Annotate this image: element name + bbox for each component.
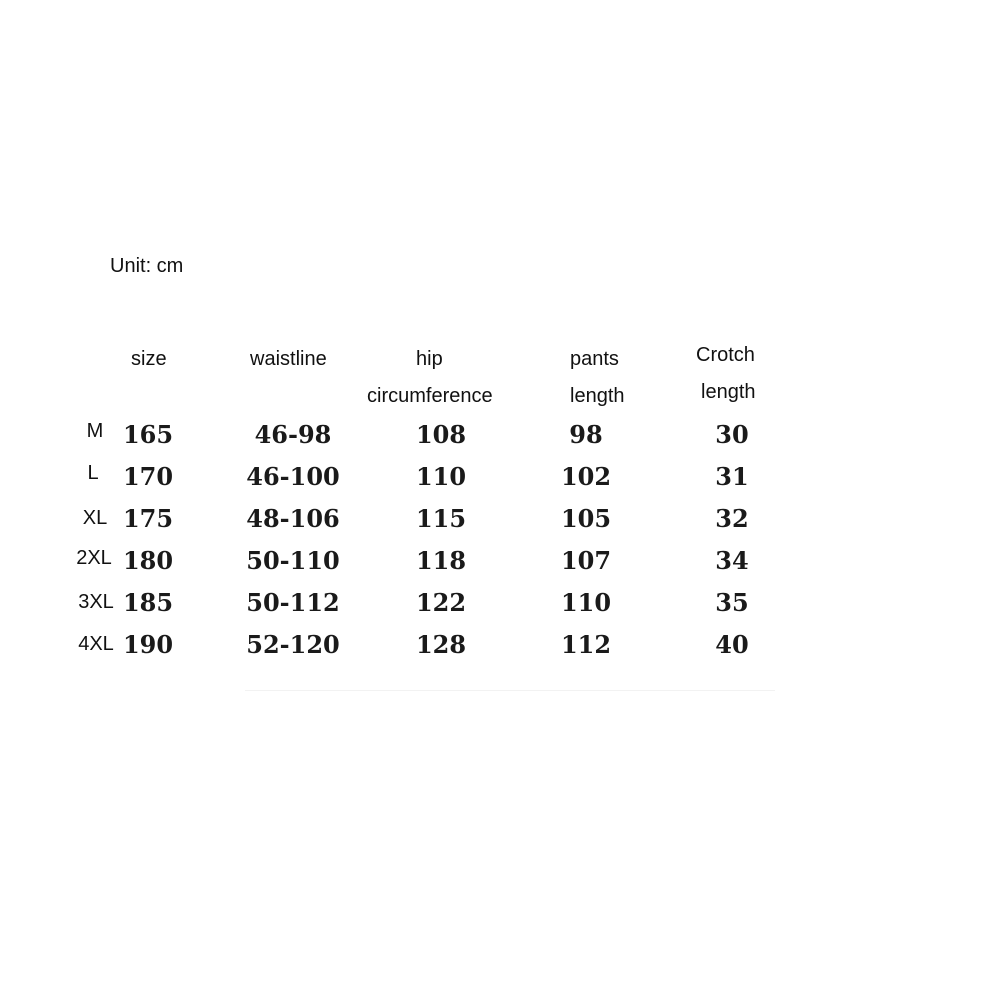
cell-hip: 110 <box>415 462 467 491</box>
header-size-line-1: size <box>131 348 167 370</box>
cell-pants: 112 <box>560 630 612 659</box>
cell-crotch: 40 <box>715 630 749 659</box>
cell-crotch: 32 <box>715 504 749 533</box>
row-size-label: 3XL <box>78 591 114 613</box>
cell-crotch: 30 <box>715 420 749 449</box>
cell-crotch: 34 <box>715 546 749 575</box>
header-hip-circumference <box>367 341 493 415</box>
header-pants-length <box>570 341 625 415</box>
cell-hip: 118 <box>415 546 467 575</box>
header-crotch-line-2: length <box>701 381 756 403</box>
cell-size: 190 <box>122 630 174 659</box>
header-pants-line-2: length <box>570 385 625 407</box>
cell-pants: 105 <box>560 504 612 533</box>
unit-label: Unit: cm <box>110 255 184 277</box>
row-size-label: XL <box>82 507 108 529</box>
header-hip-line-1: hip <box>416 348 443 370</box>
header-crotch-length <box>696 337 756 411</box>
header-size <box>131 341 167 378</box>
cell-crotch: 31 <box>715 462 749 491</box>
cell-pants: 102 <box>560 462 612 491</box>
cell-waistline: 50-110 <box>246 546 340 575</box>
cell-pants: 110 <box>560 588 612 617</box>
cell-waistline: 46-98 <box>254 420 332 449</box>
cell-pants: 98 <box>569 420 603 449</box>
cell-size: 185 <box>122 588 174 617</box>
cell-waistline: 46-100 <box>246 462 340 491</box>
header-waistline-line-1: waistline <box>250 348 327 370</box>
cell-waistline: 50-112 <box>246 588 340 617</box>
row-size-label: M <box>86 420 104 442</box>
cell-hip: 128 <box>415 630 467 659</box>
cell-pants: 107 <box>560 546 612 575</box>
cell-hip: 115 <box>415 504 467 533</box>
header-hip-line-2: circumference <box>367 385 493 407</box>
row-size-label: 2XL <box>76 547 112 569</box>
cell-size: 170 <box>122 462 174 491</box>
cell-crotch: 35 <box>715 588 749 617</box>
row-size-label: L <box>87 462 99 484</box>
header-waistline <box>250 341 327 378</box>
cell-hip: 108 <box>415 420 467 449</box>
table-bottom-divider <box>245 690 775 691</box>
cell-waistline: 52-120 <box>246 630 340 659</box>
header-crotch-line-1: Crotch <box>696 344 755 366</box>
header-pants-line-1: pants <box>570 348 619 370</box>
row-size-label: 4XL <box>78 633 114 655</box>
cell-hip: 122 <box>415 588 467 617</box>
cell-waistline: 48-106 <box>246 504 340 533</box>
cell-size: 165 <box>122 420 174 449</box>
cell-size: 175 <box>122 504 174 533</box>
cell-size: 180 <box>122 546 174 575</box>
